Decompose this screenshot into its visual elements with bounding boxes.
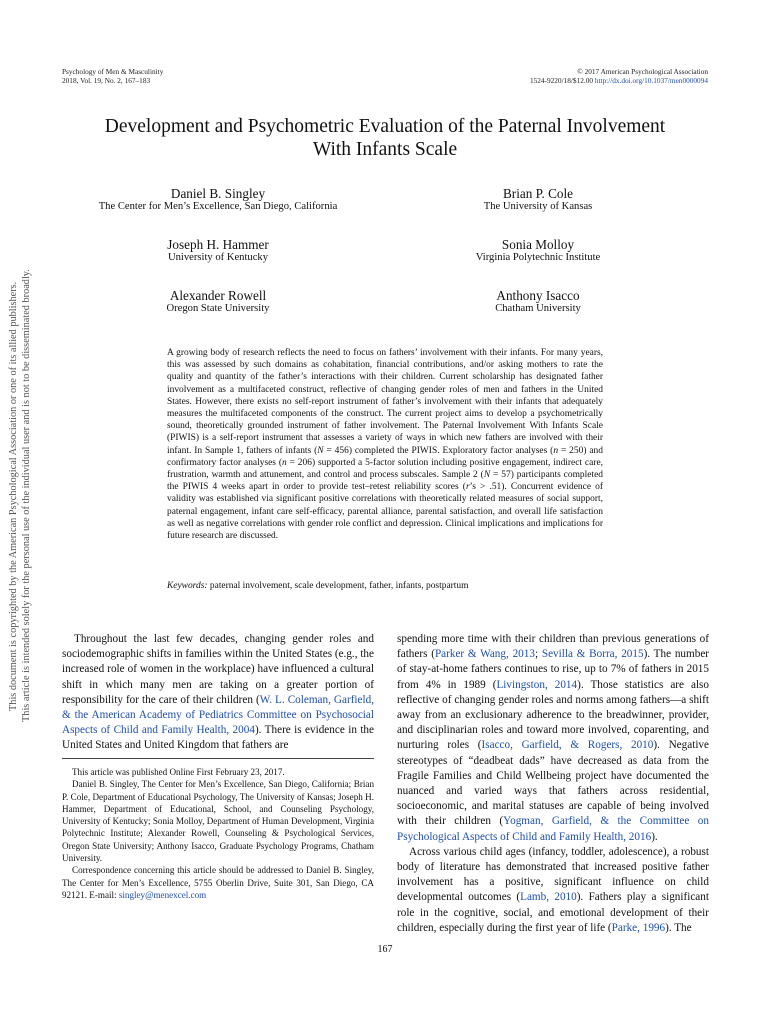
author-molloy <box>420 237 656 264</box>
author-name: Anthony Isacco <box>496 288 580 303</box>
abstract-text: = 57) participants completed the PIWIS 4 weeks apart in order to provide test–retest reliability scores ( <box>167 470 603 493</box>
issn-price: 1524-9220/18/$12.00 <box>529 76 595 85</box>
article-title <box>60 115 710 161</box>
keywords <box>167 580 603 592</box>
abstract-text: = 206) supported a 5-factor solution including positive engagement, indirect care, frustration, warmth and attunement, and control and process subscales. Sample 2 ( <box>167 457 603 481</box>
page-number: 167 <box>377 944 393 955</box>
body-column-right <box>397 632 709 936</box>
author-affiliation: University of Kentucky <box>167 252 269 263</box>
author-singley <box>62 186 374 213</box>
journal-name: Psychology of Men & Masculinity <box>62 67 164 76</box>
body-text: ; <box>534 648 542 661</box>
copyright-line: © 2017 American Psychological Association <box>577 67 708 76</box>
author-affiliation: The Center for Men’s Excellence, San Diego, California <box>98 201 338 212</box>
citation-link[interactable]: Lamb, 2010 <box>520 891 577 904</box>
author-name: Alexander Rowell <box>169 288 267 303</box>
journal-header <box>62 67 163 85</box>
author-name: Joseph H. Hammer <box>167 237 269 252</box>
body-text: Throughout the last few decades, changing gender roles and sociodemographic shifts in families within the United States (e.g., the increased role of women in the workplace) have influenced a cultural shift in which many men are taking on a greater portion of responsibility for the care of their children ( <box>62 633 374 706</box>
author-name: Daniel B. Singley <box>170 186 266 201</box>
footnote-correspondence <box>62 864 374 901</box>
body-paragraph <box>397 632 709 845</box>
doi-link[interactable]: http://dx.doi.org/10.1037/men0000094 <box>594 76 708 85</box>
body-text: ). The number of stay-at-home fathers continues to rise, up to 7% of fathers in 2015 from 4% in 1989 ( <box>397 648 710 691</box>
author-affiliation: The University of Kansas <box>483 201 593 212</box>
footnote-affiliations: Daniel B. Singley, The Center for Men’s Excellence, San Diego, California; Brian P. Cole, Department of Educational Psychology, The University of Kansas; Joseph H. Hammer, Department of Educational, School, and Counseling Psychology, University of Kentucky; Sonia Molloy, Department of Human Development, Virginia Polytechnic Institute; Alexander Rowell, Counseling & Psychological Services, Oregon State University; Anthony Isacco, Graduate Psychology Programs, Chatham University. <box>62 779 374 864</box>
body-text: ). The <box>665 921 692 934</box>
abstract-text: A growing body of research reflects the need to focus on fathers’ involvement with their infants. For many years, this was assessed by such domains as cohabitation, financial contributions, and/or asking mothers to rate the quality and quantity of the father’s interactions with their children. Current scholarship has designated father involvement as a multifaceted construct, reflective of changing gender roles of men and fathers in the United States. However, there exists no self-report instrument of father’s involvement with their infants that adequately measures the multifaceted components of the construct. The current project aims to develop a psychometrically sound, theoretically grounded instrument of father involvement. The Paternal Involvement With Infants Scale (PIWIS) is a self-report instrument that assesses a variety of ways in which new fathers are involved with their infant. In Sample 1, fathers of infants ( <box>167 348 603 456</box>
title-line-1: Development and Psychometric Evaluation of the Paternal Involvement <box>104 116 666 137</box>
body-paragraph <box>397 845 709 936</box>
stat-symbol: r <box>465 482 470 493</box>
body-text: ). Those statistics are also reflective of changing gender roles and norms among fathers—a shift away from an exclusionary adherence to the breadwinner, provider, and disciplinarian roles and toward more involved, coparenting, and nurturing roles ( <box>397 678 709 752</box>
stat-symbol: N <box>483 470 491 481</box>
author-hammer <box>100 237 336 264</box>
citation-link[interactable]: Sevilla & Borra, 2015 <box>541 648 644 661</box>
body-text: Across various child ages (infancy, toddler, adolescence), a robust body of literature has demonstrated that increased positive father involvement has a positive, significant influence on child developmental outcomes ( <box>397 845 709 904</box>
abstract <box>167 347 603 542</box>
citation-link[interactable]: Yogman, Garfield, & the Committee on Psychological Aspects of Child and Family Health, 2016 <box>397 815 709 843</box>
abstract-text: = 456) completed the PIWIS. Exploratory factor analyses ( <box>323 445 554 456</box>
abstract-text: ’s > .51). Concurrent evidence of validity was established via significant positive correlations with theoretically related measures of social support, paternal engagement, infant care self-efficacy, parental alliance, parental satisfaction, and overall life satisfaction as well as negative correlations with gender role conflict and depression. Clinical implications and implications for future research are discussed. <box>167 482 603 542</box>
journal-volume: 2018, Vol. 19, No. 2, 167–183 <box>62 76 151 85</box>
copyright-header <box>530 67 708 85</box>
body-text: ). Negative stereotypes of “deadbeat dads” have decreased as data from the Fragile Families and Child Wellbeing project have documented the nuanced and varied ways that fathers across residential, socioeconomic, and marital statuses are capable of being involved with their children ( <box>397 739 709 828</box>
citation-link[interactable]: Livingston, 2014 <box>496 678 578 691</box>
author-cole <box>420 186 656 213</box>
body-text: ). <box>651 830 658 843</box>
stat-symbol: n <box>553 445 559 456</box>
stat-symbol: N <box>317 445 324 456</box>
keywords-list: paternal involvement, scale development, father, infants, postpartum <box>207 581 469 591</box>
copyright-notice-line-1: This document is copyrighted by the American Psychological Association or one of its allied publishers. <box>8 281 19 711</box>
body-text: ). Fathers play a significant role in the cognitive, social, and emotional development of their children, especially during the first year of life ( <box>397 891 709 934</box>
author-name: Sonia Molloy <box>501 237 575 252</box>
author-affiliation: Oregon State University <box>166 303 270 314</box>
author-isacco <box>420 288 656 315</box>
author-name: Brian P. Cole <box>503 186 573 201</box>
title-line-2: With Infants Scale <box>312 139 458 160</box>
body-column-left <box>62 632 374 754</box>
keywords-label: Keywords: <box>167 581 208 591</box>
footnote-text: Correspondence concerning this article should be addressed to Daniel B. Singley, The Center for Men’s Excellence, 5755 Oberlin Drive, Suite 301, San Diego, CA 92121. E-mail: <box>62 865 374 900</box>
footnotes <box>62 766 374 901</box>
footnote-online-date: This article was published Online First February 23, 2017. <box>72 767 285 777</box>
body-text: ). There is evidence in the United States and United Kingdom that fathers are <box>62 724 374 752</box>
footnote-divider <box>62 758 374 759</box>
email-link[interactable]: singley@menexcel.com <box>118 889 207 900</box>
issn-line <box>530 76 708 85</box>
body-text: spending more time with their children than previous generations of fathers ( <box>397 633 709 661</box>
author-rowell <box>100 288 336 315</box>
stat-symbol: n <box>282 457 287 468</box>
citation-link[interactable]: Isacco, Garfield, & Rogers, 2010 <box>481 739 654 752</box>
copyright-notice-line-2: This article is intended solely for the personal use of the individual user and is not to be disseminated broadly. <box>21 269 32 722</box>
abstract-text: = 250) and confirmatory factor analyses ( <box>167 445 603 468</box>
citation-link[interactable]: W. L. Coleman, Garfield, & the American Academy of Pediatrics Committee on Psychosocial Aspects of Child and Family Health, 2004 <box>62 693 375 737</box>
citation-link[interactable]: Parke, 1996 <box>611 921 666 934</box>
body-paragraph <box>62 632 374 754</box>
citation-link[interactable]: Parker & Wang, 2013 <box>434 648 535 661</box>
author-affiliation: Virginia Polytechnic Institute <box>475 252 601 263</box>
author-affiliation: Chatham University <box>495 303 581 314</box>
